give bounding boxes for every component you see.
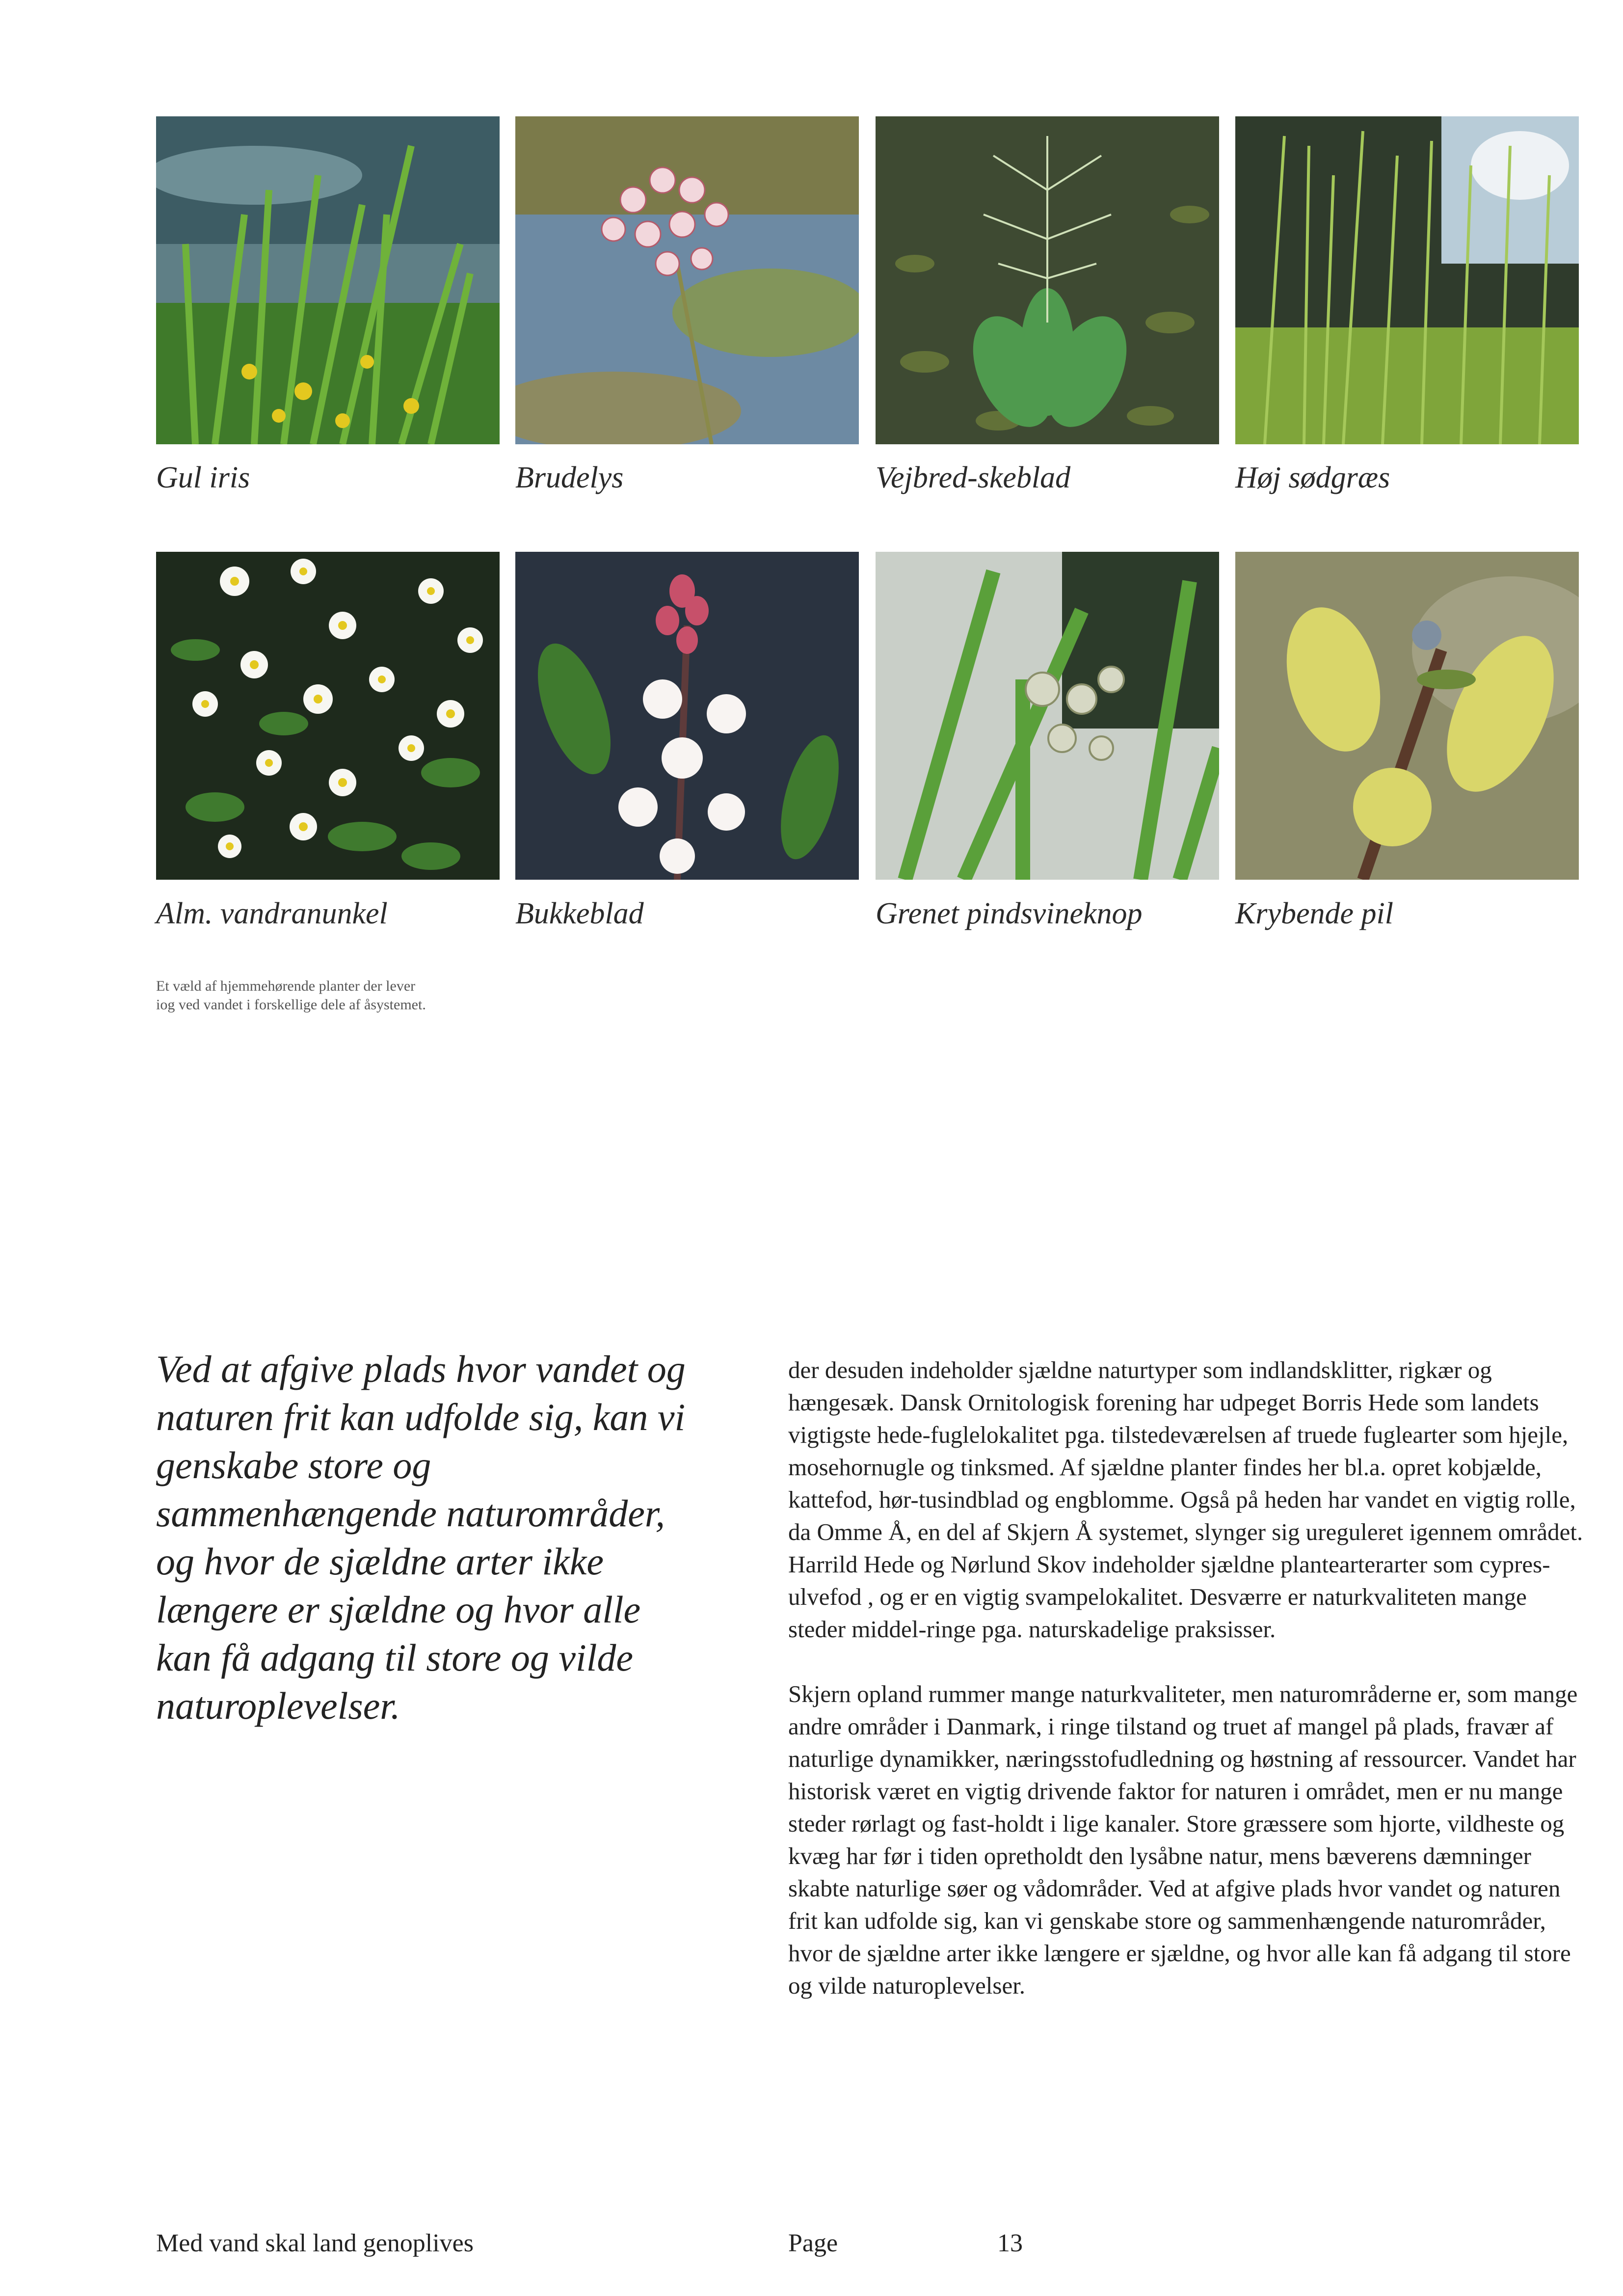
- plant-label: Høj sødgræs: [1235, 461, 1390, 494]
- plant-label: Alm. vandranunkel: [156, 897, 388, 930]
- page-number: 13: [997, 2229, 1023, 2257]
- reed-sweet-grass-photo: [1235, 116, 1579, 444]
- bur-reed-photo: [876, 552, 1219, 880]
- body-paragraph: der desuden indeholder sjældne naturtyper som indlandsklitter, rigkær og hængesæk. Dansk Ornitologisk forening har udpeget Borris Hede som landets vigtigste hede-fuglelokalitet pga. tilstedeværelsen af truede fuglearter som hjejle, mosehornugle og tinksmed. Af sjældne planter findes her bl.a. opret kobjælde, kattefod, hør-tusindblad og engblomme. Også på heden har vandet en vigtig rolle, da Omme Å, en del af Skjern Å systemet, slynger sig ureguleret igennem området. Harrild Hede og Nørlund Skov indeholder sjældne plantearterarter som cypres-ulvefod , og er en vigtig svampelokalitet. Desværre er naturkvaliteten mange steder middel-ringe pga. naturskadelige praksisser.: [788, 1356, 1583, 1643]
- plant-label: Vejbred-skeblad: [876, 461, 1071, 494]
- image-caption: [156, 977, 529, 1014]
- plant-label: Bukkeblad: [515, 897, 644, 930]
- plant-label: Gul iris: [156, 461, 250, 494]
- caption-line: Et væld af hjemmehørende planter der lever: [156, 978, 416, 994]
- footer-title: Med vand skal land genoplives: [156, 2229, 474, 2257]
- plant-label: Grenet pindsvineknop: [876, 897, 1143, 930]
- plant-label: Brudelys: [515, 461, 624, 494]
- flowering-rush-photo: [515, 116, 859, 444]
- creeping-willow-photo: [1235, 552, 1579, 880]
- caption-line: iog ved vandet i forskellige dele af åsystemet.: [156, 997, 426, 1013]
- body-text: [788, 1354, 1583, 2034]
- water-plantain-photo: [876, 116, 1219, 444]
- yellow-iris-photo: [156, 116, 500, 444]
- water-crowfoot-photo: [156, 552, 500, 880]
- footer-page-label: Page: [788, 2229, 838, 2257]
- bogbean-photo: [515, 552, 859, 880]
- plant-label: Krybende pil: [1235, 897, 1393, 930]
- pull-quote: Ved at afgive plads hvor vandet og naturen frit kan udfolde sig, kan vi genskabe store og sammenhængende naturområder, og hvor de sjældne arter ikke længere er sjældne og hvor alle kan få adgang til store og vilde naturoplevelser.: [156, 1348, 686, 1727]
- body-paragraph: Skjern opland rummer mange naturkvaliteter, men naturområderne er, som mange andre områder i Danmark, i ringe tilstand og truet af mangel på plads, fravær af naturlige dynamikker, næringsstofudledning og høstning af ressourcer. Vandet har historisk været en vigtig drivende faktor for naturen i området, men er nu mange steder rørlagt og fast-holdt i lige kanaler. Store græssere som hjorte, vildheste og kvæg har før i tiden opretholdt den lysåbne natur, mens bæverens dæmninger skabte naturlige søer og vådområder. Ved at afgive plads hvor vandet og naturen frit kan udfolde sig, kan vi genskabe store og sammenhængende naturområder, hvor de sjældne arter ikke længere er sjældne, og hvor alle kan få adgang til store og vilde naturoplevelser.: [788, 1680, 1578, 1999]
